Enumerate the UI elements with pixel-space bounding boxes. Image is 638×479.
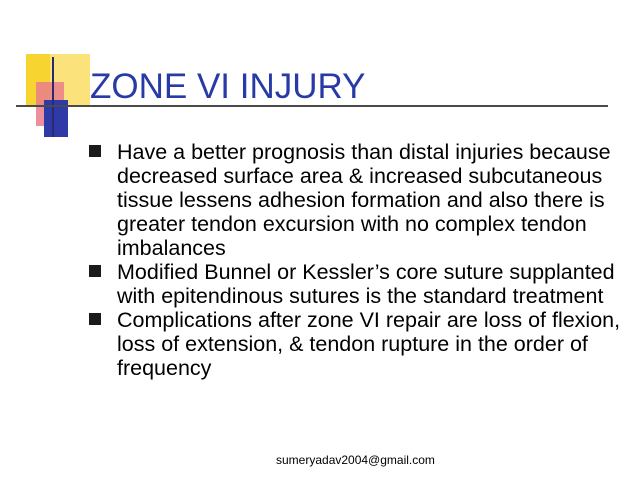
bullet-item	[88, 260, 628, 308]
square-bullet-icon	[89, 145, 101, 157]
bullet-text: Modified Bunnel or Kessler’s core suture supplanted with epitendinous sutures is the standard treatment	[117, 260, 615, 308]
square-bullet-icon	[89, 313, 101, 325]
decorative-vertical-line	[52, 57, 54, 137]
bullet-list	[88, 140, 628, 380]
square-bullet-icon	[89, 265, 101, 277]
bullet-item	[88, 308, 628, 380]
bullet-item	[88, 140, 628, 260]
footer-email: sumeryadav2004@gmail.com	[276, 453, 435, 467]
bullet-text: Have a better prognosis than distal injuries because decreased surface area & increased subcutaneous tissue lessens adhesion formation and also there is greater tendon excursion with no complex tendon imbalances	[117, 140, 611, 260]
bullet-text: Complications after zone VI repair are loss of flexion, loss of extension, & tendon rupture in the order of frequency	[117, 308, 621, 380]
slide-title: ZONE VI INJURY	[90, 67, 366, 106]
